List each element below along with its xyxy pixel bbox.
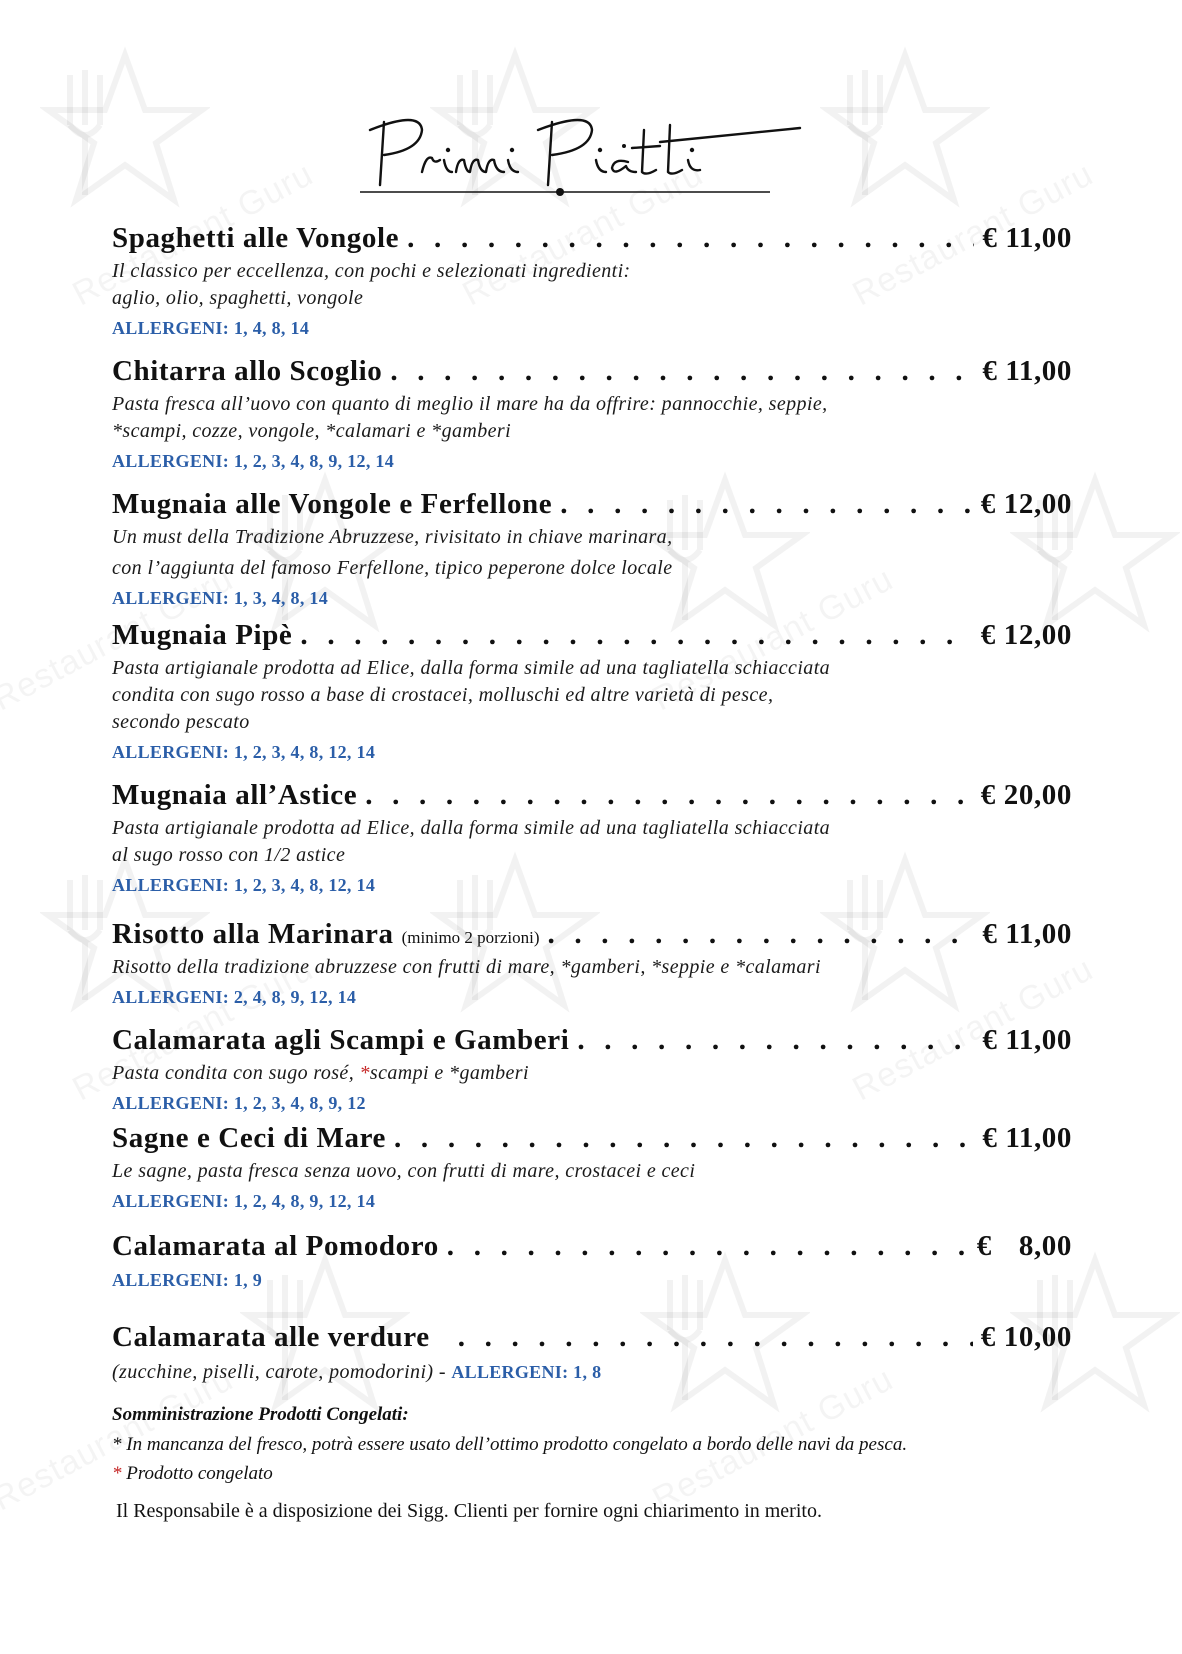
- dish-allergens: ALLERGENI: 1, 2, 3, 4, 8, 12, 14: [112, 875, 376, 895]
- leader-dots: [577, 1024, 974, 1057]
- menu-item: [112, 918, 1072, 1008]
- menu-item: [112, 779, 1072, 896]
- menu-item-header: [112, 355, 1072, 391]
- dish-allergens: ALLERGENI: 1, 2, 4, 8, 9, 12, 14: [112, 1191, 376, 1211]
- dish-description-line: Pasta artigianale prodotta ad Elice, dalla forma simile ad una tagliatella schiacciata: [112, 817, 831, 839]
- dish-allergens: ALLERGENI: 1, 9: [112, 1270, 263, 1290]
- frozen-star-marker: *: [112, 1463, 122, 1484]
- dish-allergens: ALLERGENI: 1, 2, 3, 4, 8, 9, 12, 14: [112, 451, 395, 471]
- dish-description-text: (zucchine, piselli, carote, pomodorini) -: [112, 1361, 446, 1383]
- leader-dots: [560, 488, 973, 521]
- dish-description: [112, 1359, 1072, 1386]
- dish-description-line: con l’aggiunta del famoso Ferfellone, tipico peperone dolce locale: [112, 557, 673, 579]
- dish-price: € 20,00: [980, 779, 1072, 811]
- dish-allergens: ALLERGENI: 2, 4, 8, 9, 12, 14: [112, 987, 357, 1007]
- dish-price: € 11,00: [982, 918, 1072, 950]
- menu-item: [112, 488, 1072, 609]
- dish-description: [112, 655, 1072, 736]
- dish-name: Calamarata alle verdure: [112, 1321, 430, 1353]
- leader-dots: [300, 619, 972, 652]
- leader-dots: [458, 1321, 973, 1354]
- dish-name-text: Risotto alla Marinara: [112, 918, 394, 950]
- dish-description: [112, 954, 1072, 981]
- dish-description: [112, 391, 1072, 445]
- dish-price: € 11,00: [982, 355, 1072, 387]
- dish-name: Chitarra allo Scoglio: [112, 355, 383, 387]
- dish-description-text: scampi e *gamberi: [369, 1062, 529, 1084]
- dish-description-line: secondo pescato: [112, 711, 250, 733]
- dish-allergens: ALLERGENI: 1, 8: [451, 1362, 602, 1382]
- menu-item-header: [112, 1321, 1072, 1357]
- dish-name: Spaghetti alle Vongole: [112, 222, 400, 254]
- menu-list: [112, 222, 1072, 1523]
- dish-name: Sagne e Ceci di Mare: [112, 1122, 387, 1154]
- menu-item-header: [112, 222, 1072, 258]
- menu-item-header: [112, 1230, 1072, 1266]
- leader-dots: [390, 355, 974, 388]
- menu-item-header: [112, 619, 1072, 655]
- dish-description-line: Il classico per eccellenza, con pochi e selezionati ingredienti:: [112, 260, 631, 282]
- fork-star-watermark-icon: [40, 45, 210, 215]
- leader-dots: [447, 1230, 969, 1263]
- menu-item: [112, 1122, 1072, 1212]
- dish-description-line: condita con sugo rosso a base di crostacei, molluschi ed altre varietà di pesce,: [112, 684, 774, 706]
- manager-notice: Il Responsabile è a disposizione dei Sigg. Clienti per fornire ogni chiarimento in merito.: [116, 1500, 822, 1522]
- dish-name: [112, 918, 540, 951]
- dish-name: Calamarata agli Scampi e Gamberi: [112, 1024, 570, 1056]
- leader-dots: [548, 918, 975, 951]
- dish-allergens: ALLERGENI: 1, 2, 3, 4, 8, 12, 14: [112, 742, 376, 762]
- menu-item-header: [112, 918, 1072, 954]
- menu-item: [112, 355, 1072, 472]
- dish-description: [112, 1060, 1072, 1087]
- frozen-product-legend: [112, 1459, 1072, 1488]
- dish-allergens: ALLERGENI: 1, 2, 3, 4, 8, 9, 12: [112, 1093, 366, 1113]
- dish-allergens: ALLERGENI: 1, 3, 4, 8, 14: [112, 588, 329, 608]
- frozen-star-marker: *: [359, 1062, 370, 1084]
- menu-item: [112, 1230, 1072, 1291]
- dish-price: € 12,00: [980, 619, 1072, 651]
- frozen-products-heading: Somministrazione Prodotti Congelati:: [112, 1404, 409, 1425]
- dish-description-line: *scampi, cozze, vongole, *calamari e *gamberi: [112, 420, 512, 442]
- dish-name: Mugnaia alle Vongole e Ferfellone: [112, 488, 553, 520]
- dish-description: [112, 1158, 1072, 1185]
- menu-item: [112, 1024, 1072, 1114]
- dish-description-line: Pasta artigianale prodotta ad Elice, dalla forma simile ad una tagliatella schiacciata: [112, 657, 831, 679]
- dish-price: € 11,00: [982, 1122, 1072, 1154]
- dish-note: (minimo 2 porzioni): [401, 928, 540, 947]
- leader-dots: [394, 1122, 974, 1155]
- menu-item-header: [112, 488, 1072, 524]
- dish-description-text: Pasta condita con sugo rosé,: [112, 1062, 360, 1084]
- dish-price: € 11,00: [982, 1024, 1072, 1056]
- dish-description: [112, 524, 1072, 582]
- fork-star-watermark-icon: [820, 45, 990, 215]
- menu-item-header: [112, 1122, 1072, 1158]
- dish-description-line: Pasta fresca all’uovo con quanto di meglio il mare ha da offrire: pannocchie, seppie,: [112, 393, 828, 415]
- dish-price: € 11,00: [982, 222, 1072, 254]
- dish-description: [112, 815, 1072, 869]
- dish-name: Mugnaia all’Astice: [112, 779, 358, 811]
- menu-item-header: [112, 1024, 1072, 1060]
- dish-description-line: Risotto della tradizione abruzzese con frutti di mare, *gamberi, *seppie e *calamari: [112, 956, 821, 978]
- dish-description: [112, 258, 1072, 312]
- menu-item: [112, 619, 1072, 763]
- price-value: 8,00: [1018, 1230, 1072, 1262]
- dish-price: € 10,00: [980, 1321, 1072, 1353]
- frozen-products-note: * In mancanza del fresco, potrà essere usato dell’ottimo prodotto congelato a bordo delle navi da pesca.: [112, 1434, 908, 1455]
- dish-description-line: Le sagne, pasta fresca senza uovo, con frutti di mare, crostacei e ceci: [112, 1160, 696, 1182]
- dish-allergens: ALLERGENI: 1, 4, 8, 14: [112, 318, 310, 338]
- leader-dots: [407, 222, 974, 255]
- menu-item: [112, 1321, 1072, 1386]
- page-title: [360, 100, 820, 210]
- dish-price: € 12,00: [980, 488, 1072, 520]
- title-script-logo: [360, 100, 820, 210]
- dish-description-line: al sugo rosso con 1/2 astice: [112, 844, 346, 866]
- dish-description-line: aglio, olio, spaghetti, vongole: [112, 287, 364, 309]
- dish-description-line: Un must della Tradizione Abruzzese, rivisitato in chiave marinara,: [112, 526, 673, 548]
- currency-symbol: €: [976, 1230, 992, 1262]
- menu-item: [112, 222, 1072, 339]
- frozen-legend-text: Prodotto congelato: [121, 1463, 273, 1484]
- dish-price: [977, 1230, 1072, 1263]
- leader-dots: [365, 779, 973, 812]
- dish-name: Mugnaia Pipè: [112, 619, 293, 651]
- dish-name: Calamarata al Pomodoro: [112, 1230, 439, 1262]
- menu-item-header: [112, 779, 1072, 815]
